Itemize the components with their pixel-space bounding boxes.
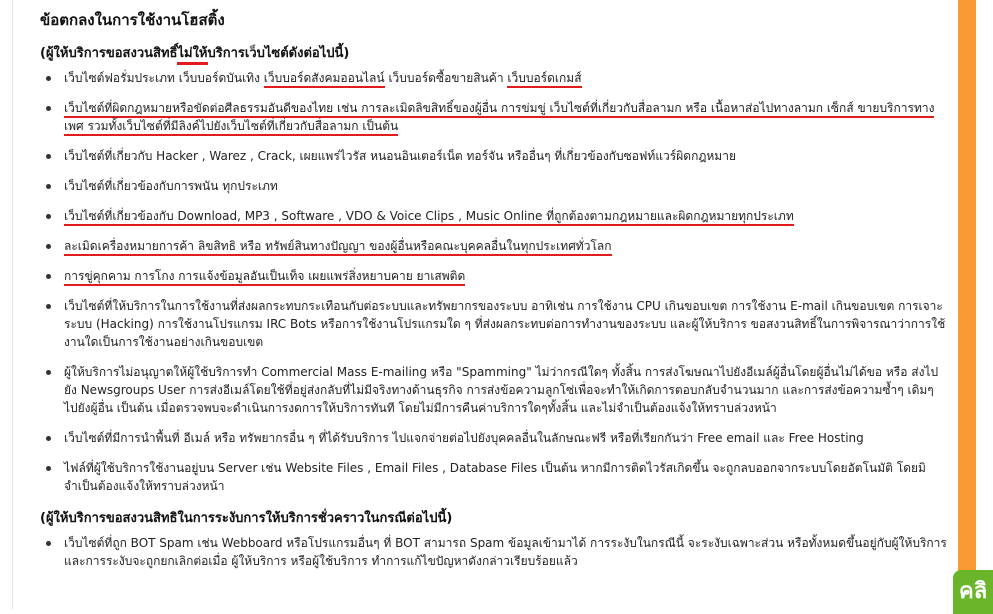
item-text: ไฟล์ที่ผู้ใช้บริการใช้งานอยู่บน Server เช่น Website Files , Email Files , Database Files เป็นต้น หากมีการติดไวรัสเกิดขึ้น จะถูกลบออกจากระบบโดยอัตโนมัติ โดยมิจำเป็นต้องแจ้งให้ทราบล่วงหน้า — [64, 461, 926, 493]
section-heading-prefix: (ผู้ให้บริการขอสงวนสิทธิ์ — [40, 46, 178, 61]
list-item — [40, 429, 950, 447]
list-item — [40, 237, 950, 255]
click-badge-button[interactable]: คลิ — [953, 570, 993, 614]
list-item — [40, 69, 950, 87]
item-text-highlight: การขู่คุกคาม การโกง การแจ้งข้อมูลอันเป็นเท็จ เผยแพร่สิ่งหยาบคาย ยาเสพติด — [64, 269, 465, 286]
item-text-highlight: เว็บบอร์ดสังคมออนไลน์ — [264, 71, 385, 88]
list-item — [40, 99, 950, 135]
item-text: เว็บไซต์ที่ถูก BOT Spam เช่น Webboard หรือโปรแกรมอื่นๆ ที่ BOT สามารถ Spam ข้อมูลเข้ามาได้ การระงับในกรณีนี้ จะระงับเฉพาะส่วน หรือทั้งหมดขึ้นอยู่กับผู้ให้บริการ และการระงับจะถูกยกเลิกต่อเมื่อ ผู้ให้บริการ หรือผู้ใช้บริการ ทำการแก้ไขปัญหาดังกล่าวเรียบร้อยแล้ว — [64, 536, 947, 568]
bullet-icon — [46, 466, 51, 471]
item-text-highlight: เว็บไซต์ที่เกี่ยวข้องกับ Download, MP3 , Software , VDO & Voice Clips , Music Online ที่ถูกต้องตามกฎหมายและผิดกฎหมายทุกประเภท — [64, 209, 794, 226]
bullet-icon — [46, 214, 51, 219]
item-text: เว็บไซต์ฟอรั่มประเภท เว็บบอร์ดบันเทิง — [64, 71, 264, 85]
page-title: ข้อตกลงในการใช้งานโฮสติ้ง — [40, 11, 225, 29]
orange-sidebar-bar — [958, 0, 976, 609]
item-text-highlight: ละเมิดเครื่องหมายการค้า ลิขสิทธิ หรือ ทรัพย์สินทางปัญญา ของผู้อื่นหรือคณะบุคคลอื่นในทุกประเทศทั่วโลก — [64, 239, 612, 256]
bullet-icon — [46, 76, 51, 81]
list-item — [40, 459, 950, 495]
item-text-highlight: เว็บบอร์ดเกมส์ — [507, 71, 581, 88]
item-text: ผู้ให้บริการไม่อนุญาตให้ผู้ใช้บริการทำ Commercial Mass E-mailing หรือ "Spamming" ไม่ว่ากรณีใดๆ ทั้งสิ้น การส่งโฆษณาไปยังอีเมล์ผู้อื่นโดยผู้อื่นไม่ได้ขอ หรือ ส่งไปยัง Newsgroups User การส่งอีเมล์โดยใช้ที่อยู่ส่งกลับที่ไม่มีจริงทางด้านธุรกิจ การส่งข้อความลูกโซ่เพื่อจะทำให้เกิดการตอบกลับจำนวนมาก และการส่งข้อความซ้ำๆ เดิมๆ ไปยังผู้อื่น เป็นต้น เมื่อตรวจพบจะดำเนินการงดการให้บริการทันที โดยไม่มีการคืนค่าบริการใดๆทั้งสิ้น และไม่จำเป็นต้องแจ้งให้ทราบล่วงหน้า — [64, 365, 939, 415]
bullet-icon — [46, 370, 51, 375]
item-text: เว็บบอร์ดซื้อขายสินค้า — [384, 71, 508, 85]
bullet-icon — [46, 244, 51, 249]
section-heading-highlight: ไม่ให้ — [177, 46, 207, 65]
item-text-highlight: เว็บไซต์ที่ผิดกฎหมายหรือขัดต่อศีลธรรมอันดีของไทย เช่น การละเมิดลิขสิทธิ์ของผู้อื่น การข่มขู่ เว็บไซต์ที่เกี่ยวกับสื่อลามก หรือ เนื้อหาส่อไปทางลามก เซ็กส์ ขายบริการทางเพศ รวมทั้งเว็บไซต์ที่มีลิงค์ไปยังเว็บไซต์ที่เกี่ยวกับสื่อลามก เป็นต้น — [64, 101, 934, 136]
list-item — [40, 177, 950, 195]
left-border — [12, 0, 13, 609]
bullet-icon — [46, 274, 51, 279]
list-item — [40, 207, 950, 225]
bullet-icon — [46, 106, 51, 111]
section-heading-prohibited — [40, 42, 950, 63]
bullet-icon — [46, 304, 51, 309]
list-item — [40, 363, 950, 417]
item-text: เว็บไซต์ที่เกี่ยวกับ Hacker , Warez , Crack, เผยแพร่ไวรัส หนอนอินเตอร์เน็ต ทอร์จัน หรืออื่นๆ ที่เกี่ยวข้องกับซอฟท์แวร์ผิดกฎหมาย — [64, 149, 736, 163]
section-heading-suspension: (ผู้ให้บริการขอสงวนสิทธิในการระงับการให้บริการชั่วคราวในกรณีต่อไปนี้) — [40, 511, 453, 526]
item-text: เว็บไซต์ที่ให้บริการในการใช้งานที่ส่งผลกระทบกระเทือนกับต่อระบบและทรัพยากรของระบบ อาทิเช่น การใช้งาน CPU เกินขอบเขต การใช้งาน E-mail เกินขอบเขต การเจาะระบบ (Hacking) การใช้งานโปรแกรม IRC Bots หรือการใช้งานโปรแกรมใด ๆ ที่ส่งผลกระทบต่อการทำงานของระบบ และผู้ให้บริการ ขอสงวนสิทธิ์ในการพิจารณาว่าการใช้งานใดเป็นการใช้งานอย่างเกินขอบเขต — [64, 299, 946, 349]
list-item — [40, 267, 950, 285]
list-item — [40, 297, 950, 351]
bullet-icon — [46, 436, 51, 441]
section-heading-suffix: บริการเว็บไซต์ดังต่อไปนี้) — [207, 46, 350, 61]
bullet-icon — [46, 184, 51, 189]
bullet-icon — [46, 154, 51, 159]
item-text: เว็บไซต์ที่มีการนำพื้นที่ อีเมล์ หรือ ทรัพยากรอื่น ๆ ที่ได้รับบริการ ไปแจกจ่ายต่อไปยังบุคคลอื่นในลักษณะฟรี หรือที่เรียกกันว่า Free email และ Free Hosting — [64, 431, 864, 445]
list-item — [40, 147, 950, 165]
prohibited-list — [40, 69, 950, 495]
item-text: เว็บไซต์ที่เกี่ยวข้องกับการพนัน ทุกประเภท — [64, 179, 278, 193]
bullet-icon — [46, 541, 51, 546]
terms-content — [40, 8, 950, 582]
list-item — [40, 534, 950, 570]
suspension-list — [40, 534, 950, 570]
